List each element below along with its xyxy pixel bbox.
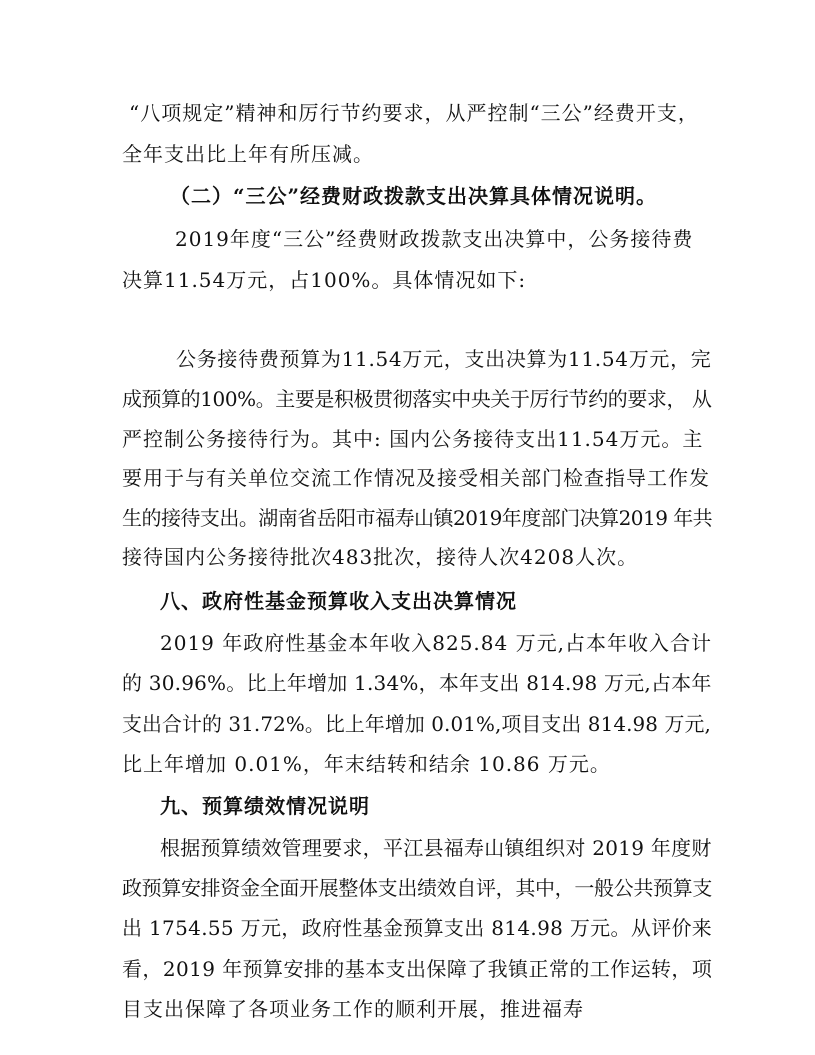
section-two-detail-line-2: 成预算的100%。主要是积极贯彻落实中央关于厉行节约的要求， 从 (122, 387, 712, 411)
section-eight-line-4: 比上年增加 0.01%，年末结转和结余 10.86 万元。 (122, 752, 611, 776)
continuation-line-2: 全年支出比上年有所压减。 (122, 142, 374, 166)
section-nine-line-5: 目支出保障了各项业务工作的顺利开展，推进福寿 (122, 997, 584, 1021)
section-nine-line-4: 看，2019 年预算安排的基本支出保障了我镇正常的工作运转，项 (122, 957, 713, 981)
section-two-intro-line-1: 2019年度“三公”经费财政拨款支出决算中，公务接待费 (175, 227, 694, 251)
section-nine-heading: 九、预算绩效情况说明 (160, 794, 370, 818)
section-eight-line-2: 的 30.96%。比上年增加 1.34%，本年支出 814.98 万元,占本年 (122, 671, 712, 695)
section-two-intro-line-2: 决算11.54万元，占100%。具体情况如下: (122, 268, 527, 292)
section-nine-line-1: 根据预算绩效管理要求，平江县福寿山镇组织对 2019 年度财 (160, 836, 712, 860)
section-eight-line-3: 支出合计的 31.72%。比上年增加 0.01%,项目支出 814.98 万元, (122, 713, 711, 736)
section-two-detail-line-5: 生的接待支出。湖南省岳阳市福寿山镇2019年度部门决算2019 年共 (122, 506, 713, 530)
section-two-detail-line-3: 严控制公务接待行为。其中: 国内公务接待支出11.54万元。主 (122, 427, 704, 451)
section-eight-line-1: 2019 年政府性基金本年收入825.84 万元,占本年收入合计 (160, 631, 712, 655)
section-nine-line-2: 政预算安排资金全面开展整体支出绩效自评，其中，一般公共预算支 (122, 876, 712, 900)
section-two-detail-line-4: 要用于与有关单位交流工作情况及接受相关部门检查指导工作发 (122, 466, 710, 490)
section-two-heading: （二）“三公”经费财政拨款支出决算具体情况说明。 (170, 184, 658, 208)
section-two-detail-line-1: 公务接待费预算为11.54万元，支出决算为11.54万元，完 (176, 347, 712, 371)
section-two-detail-line-6: 接待国内公务接待批次483批次，接待人次4208人次。 (122, 545, 639, 569)
continuation-line-1: “八项规定”精神和厉行节约要求，从严控制“三公”经费开支， (129, 101, 699, 125)
section-nine-line-3: 出 1754.55 万元，政府性基金预算支出 814.98 万元。从评价来 (122, 916, 713, 940)
section-eight-heading: 八、政府性基金预算收入支出决算情况 (160, 589, 517, 613)
